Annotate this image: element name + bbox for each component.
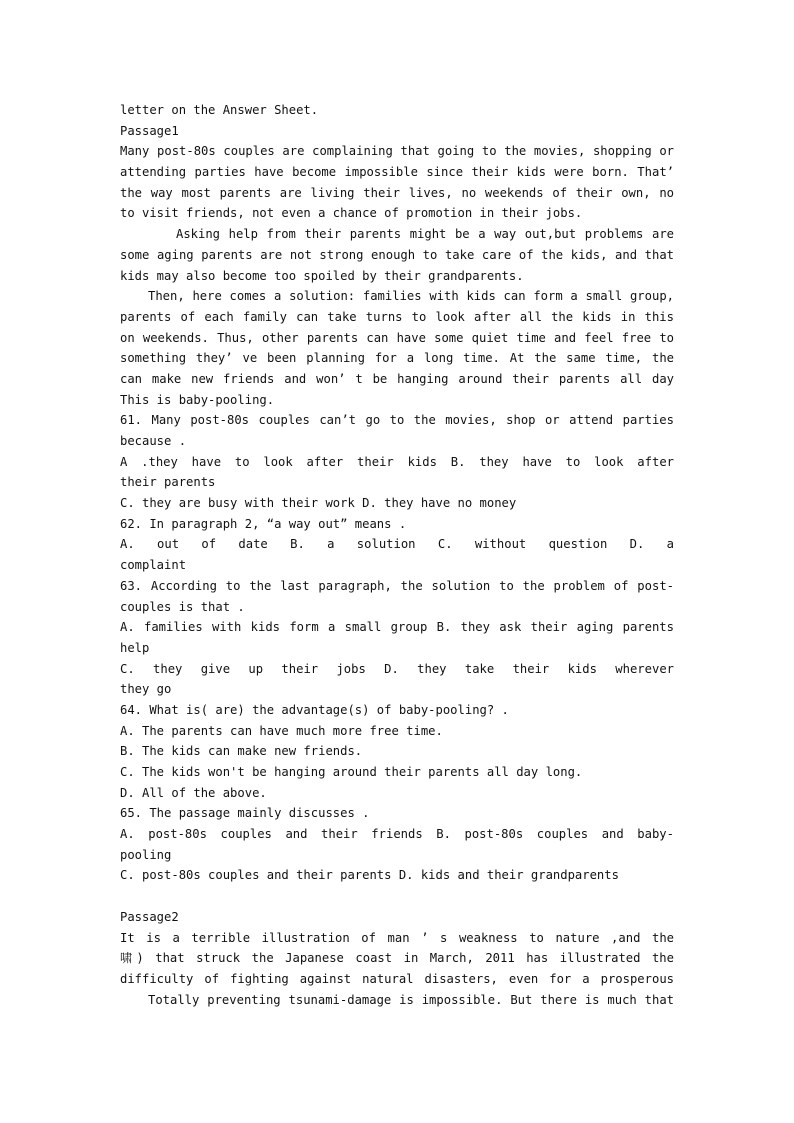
text-line: D. All of the above.	[120, 785, 267, 800]
text-line: Passage2	[120, 909, 179, 924]
text-line: Asking help from their parents might be a way out,but problems are	[176, 227, 674, 242]
text-line: complaint	[120, 558, 187, 573]
text-line: 64. What is( are) the advantage(s) of baby-pooling? .	[120, 702, 509, 717]
text-line: 62. In paragraph 2, “a way out” means .	[120, 516, 407, 531]
text-line: C. post-80s couples and their parents D. kids and their grandparents	[120, 868, 619, 883]
text-line: some aging parents are not strong enough to take care of the kids, and that	[120, 247, 674, 262]
text-line: something they’ ve been planning for a long time. At the same time, the	[120, 351, 674, 366]
text-line: C. they are busy with their work D. they have no money	[120, 496, 517, 511]
text-line: 65. The passage mainly discusses .	[120, 806, 370, 821]
text-line: difficulty of fighting against natural disasters, even for a prosperous	[120, 971, 674, 986]
text-line: Then, here comes a solution: families with kids can form a small group,	[148, 289, 674, 304]
text-line: on weekends. Thus, other parents can have some quiet time and feel free to	[120, 330, 674, 345]
text-line: 61. Many post-80s couples can’t go to the movies, shop or attend parties	[120, 413, 674, 428]
document-body	[120, 100, 674, 1010]
text-line: help	[120, 640, 150, 655]
text-line: parents of each family can take turns to look after all the kids in this	[120, 309, 674, 324]
text-line: Many post-80s couples are complaining that going to the movies, shopping or	[120, 144, 674, 159]
text-line: A. The parents can have much more free time.	[120, 723, 443, 738]
text-line: Passage1	[120, 123, 179, 138]
text-line: 63. According to the last paragraph, the solution to the problem of post-	[120, 578, 674, 593]
text-line: B. The kids can make new friends.	[120, 744, 363, 759]
blank-line	[120, 886, 674, 907]
text-line: because .	[120, 434, 187, 448]
text-line: couples is that .	[120, 599, 245, 614]
text-line: C. The kids won't be hanging around their parents all day long.	[120, 765, 583, 779]
text-line: It is a terrible illustration of man ’ s weakness to nature ,and the	[120, 930, 674, 945]
text-line: Totally preventing tsunami-damage is impossible. But there is much that	[148, 992, 674, 1007]
text-line: attending parties have become impossible since their kids were born. That’	[120, 165, 674, 180]
text-line: 啸) that struck the Japanese coast in March, 2011 has illustrated the	[120, 951, 674, 966]
text-line: A. families with kids form a small group B. they ask their aging parents	[120, 620, 674, 635]
text-line: A .they have to look after their kids B. they have to look after	[120, 454, 674, 469]
text-line: A. post-80s couples and their friends B. post-80s couples and baby-	[120, 827, 674, 842]
text-line: kids may also become too spoiled by their grandparents.	[120, 268, 524, 283]
text-line: This is baby-pooling.	[120, 392, 275, 407]
text-line: letter on the Answer Sheet.	[120, 103, 319, 117]
text-line: they go	[120, 682, 172, 697]
text-line: C. they give up their jobs D. they take their kids wherever	[120, 661, 674, 676]
text-line: A. out of date B. a solution C. without question D. a	[120, 537, 674, 552]
text-line: the way most parents are living their lives, no weekends of their own, no	[120, 185, 674, 200]
text-line: can make new friends and won’ t be hanging around their parents all day	[120, 371, 674, 386]
text-line: to visit friends, not even a chance of promotion in their jobs.	[120, 206, 583, 221]
text-line: their parents	[120, 475, 216, 490]
text-line: pooling	[120, 847, 172, 862]
